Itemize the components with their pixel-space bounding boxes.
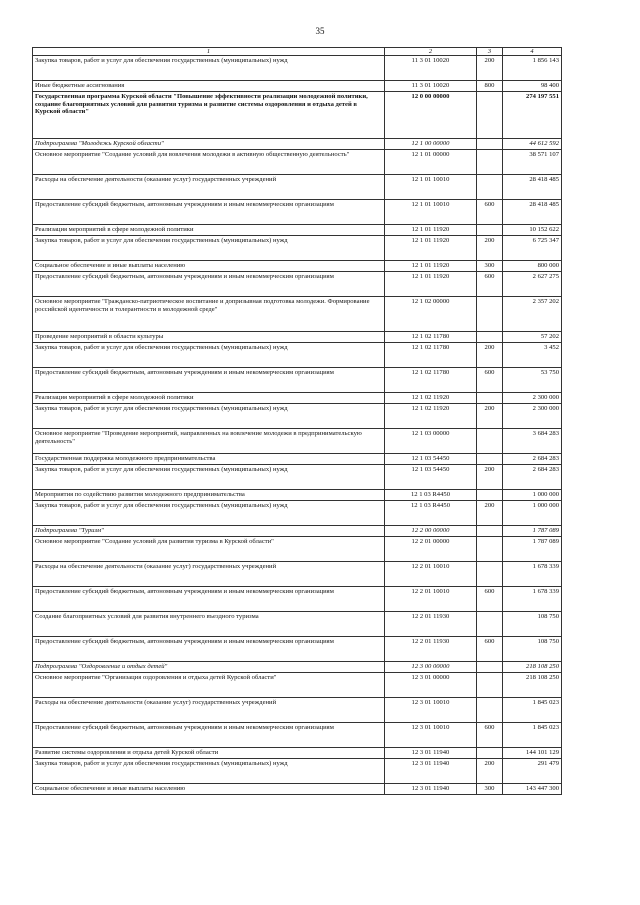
row-amount: 2 300 000 bbox=[503, 404, 562, 429]
row-amount: 144 101 129 bbox=[503, 748, 562, 759]
row-amount: 2 357 202 bbox=[503, 297, 562, 332]
row-expense-type: 200 bbox=[477, 759, 503, 784]
row-name: Создание благоприятных условий для развития внутреннего въездного туризма bbox=[33, 612, 385, 637]
row-code: 12 1 01 10010 bbox=[385, 200, 477, 225]
row-code: 12 3 01 11940 bbox=[385, 748, 477, 759]
table-row bbox=[33, 368, 562, 393]
table-row bbox=[33, 537, 562, 562]
row-name: Предоставление субсидий бюджетным, автономным учреждениям и иным некоммерческим организациям bbox=[33, 637, 385, 662]
row-code: 12 3 01 10010 bbox=[385, 698, 477, 723]
row-code: 12 1 02 00000 bbox=[385, 297, 477, 332]
row-expense-type bbox=[477, 139, 503, 150]
table-row bbox=[33, 81, 562, 92]
row-code: 12 1 01 11920 bbox=[385, 236, 477, 261]
header-col-1: 1 bbox=[33, 48, 385, 56]
row-amount: 3 452 bbox=[503, 343, 562, 368]
table-row bbox=[33, 612, 562, 637]
row-amount: 6 725 347 bbox=[503, 236, 562, 261]
row-expense-type bbox=[477, 393, 503, 404]
table-row bbox=[33, 150, 562, 175]
row-name: Предоставление субсидий бюджетным, автономным учреждениям и иным некоммерческим организациям bbox=[33, 723, 385, 748]
row-amount: 2 684 283 bbox=[503, 454, 562, 465]
row-amount: 1 787 089 bbox=[503, 537, 562, 562]
row-name: Предоставление субсидий бюджетным, автономным учреждениям и иным некоммерческим организациям bbox=[33, 200, 385, 225]
row-expense-type bbox=[477, 537, 503, 562]
row-code: 12 1 02 11920 bbox=[385, 404, 477, 429]
row-expense-type bbox=[477, 612, 503, 637]
table-row bbox=[33, 490, 562, 501]
row-amount: 108 750 bbox=[503, 612, 562, 637]
table-row bbox=[33, 759, 562, 784]
row-name: Основное мероприятие "Организация оздоровления и отдыха детей Курской области" bbox=[33, 673, 385, 698]
row-expense-type bbox=[477, 225, 503, 236]
row-name: Закупка товаров, работ и услуг для обеспечения государственных (муниципальных) нужд bbox=[33, 343, 385, 368]
row-amount: 143 447 300 bbox=[503, 784, 562, 795]
row-amount: 1 856 143 bbox=[503, 56, 562, 81]
table-row bbox=[33, 393, 562, 404]
row-expense-type bbox=[477, 526, 503, 537]
row-code: 12 2 01 10010 bbox=[385, 587, 477, 612]
row-code: 12 3 01 10010 bbox=[385, 723, 477, 748]
row-code: 12 2 01 00000 bbox=[385, 537, 477, 562]
row-amount: 38 571 107 bbox=[503, 150, 562, 175]
row-amount: 1 845 023 bbox=[503, 698, 562, 723]
row-code: 12 1 02 11780 bbox=[385, 343, 477, 368]
table-row bbox=[33, 723, 562, 748]
row-amount: 2 684 283 bbox=[503, 465, 562, 490]
table-row bbox=[33, 139, 562, 150]
row-expense-type: 600 bbox=[477, 587, 503, 612]
row-code: 12 1 01 11920 bbox=[385, 261, 477, 272]
table-body bbox=[33, 56, 562, 795]
row-code: 12 1 03 00000 bbox=[385, 429, 477, 454]
row-expense-type: 600 bbox=[477, 200, 503, 225]
row-expense-type bbox=[477, 175, 503, 200]
row-amount: 2 300 000 bbox=[503, 393, 562, 404]
table-row bbox=[33, 56, 562, 81]
row-amount: 218 108 250 bbox=[503, 673, 562, 698]
row-code: 12 1 02 11920 bbox=[385, 393, 477, 404]
row-name: Закупка товаров, работ и услуг для обеспечения государственных (муниципальных) нужд bbox=[33, 56, 385, 81]
table-row bbox=[33, 673, 562, 698]
row-expense-type bbox=[477, 429, 503, 454]
row-amount: 1 678 339 bbox=[503, 562, 562, 587]
row-name: Подпрограмма "Оздоровление и отдых детей" bbox=[33, 662, 385, 673]
row-amount: 98 400 bbox=[503, 81, 562, 92]
row-amount: 2 627 275 bbox=[503, 272, 562, 297]
table-row bbox=[33, 225, 562, 236]
row-expense-type bbox=[477, 150, 503, 175]
table-row bbox=[33, 526, 562, 537]
row-expense-type bbox=[477, 562, 503, 587]
row-expense-type bbox=[477, 297, 503, 332]
row-code: 12 2 01 10010 bbox=[385, 562, 477, 587]
row-amount: 53 750 bbox=[503, 368, 562, 393]
row-amount: 800 000 bbox=[503, 261, 562, 272]
table-row bbox=[33, 404, 562, 429]
table-row bbox=[33, 236, 562, 261]
row-expense-type: 300 bbox=[477, 261, 503, 272]
row-amount: 1 000 000 bbox=[503, 501, 562, 526]
row-code: 12 3 00 00000 bbox=[385, 662, 477, 673]
row-expense-type bbox=[477, 673, 503, 698]
row-amount: 28 418 485 bbox=[503, 175, 562, 200]
row-code: 12 1 00 00000 bbox=[385, 139, 477, 150]
row-name: Проведение мероприятий в области культуры bbox=[33, 332, 385, 343]
header-col-3: 3 bbox=[477, 48, 503, 56]
row-code: 12 1 03 R4450 bbox=[385, 490, 477, 501]
row-expense-type bbox=[477, 662, 503, 673]
row-expense-type: 600 bbox=[477, 637, 503, 662]
row-amount: 274 197 551 bbox=[503, 92, 562, 139]
row-name: Реализация мероприятий в сфере молодежной политики bbox=[33, 225, 385, 236]
row-amount: 1 678 339 bbox=[503, 587, 562, 612]
row-code: 12 1 01 11920 bbox=[385, 225, 477, 236]
row-name: Расходы на обеспечение деятельности (оказание услуг) государственных учреждений bbox=[33, 175, 385, 200]
row-name: Реализация мероприятий в сфере молодежной политики bbox=[33, 393, 385, 404]
row-code: 12 2 01 11930 bbox=[385, 637, 477, 662]
row-amount: 10 152 622 bbox=[503, 225, 562, 236]
row-name: Закупка товаров, работ и услуг для обеспечения государственных (муниципальных) нужд bbox=[33, 236, 385, 261]
row-code: 12 1 03 R4450 bbox=[385, 501, 477, 526]
table-row bbox=[33, 272, 562, 297]
row-expense-type bbox=[477, 332, 503, 343]
row-name: Социальное обеспечение и иные выплаты населению bbox=[33, 261, 385, 272]
row-expense-type bbox=[477, 454, 503, 465]
row-expense-type: 200 bbox=[477, 501, 503, 526]
row-amount: 1 845 023 bbox=[503, 723, 562, 748]
table-row bbox=[33, 261, 562, 272]
row-amount: 1 000 000 bbox=[503, 490, 562, 501]
table-row bbox=[33, 454, 562, 465]
row-expense-type bbox=[477, 92, 503, 139]
row-expense-type: 600 bbox=[477, 272, 503, 297]
table-row bbox=[33, 662, 562, 673]
row-expense-type bbox=[477, 490, 503, 501]
row-code: 12 1 01 00000 bbox=[385, 150, 477, 175]
row-name: Предоставление субсидий бюджетным, автономным учреждениям и иным некоммерческим организациям bbox=[33, 272, 385, 297]
row-name: Основное мероприятие "Гражданско-патриотическое воспитание и допризывная подготовка молодежи. Формирование российской идентичности и толерантности в молодежной среде" bbox=[33, 297, 385, 332]
row-name: Расходы на обеспечение деятельности (оказание услуг) государственных учреждений bbox=[33, 562, 385, 587]
row-name: Государственная программа Курской области "Повышение эффективности реализации молодежной политики, создание благоприятных условий для развития туризма и развитие системы оздоровления и отдыха детей в Курской области" bbox=[33, 92, 385, 139]
row-name: Предоставление субсидий бюджетным, автономным учреждениям и иным некоммерческим организациям bbox=[33, 368, 385, 393]
table-row bbox=[33, 175, 562, 200]
table-row bbox=[33, 637, 562, 662]
row-expense-type: 200 bbox=[477, 343, 503, 368]
table-row bbox=[33, 784, 562, 795]
row-name: Расходы на обеспечение деятельности (оказание услуг) государственных учреждений bbox=[33, 698, 385, 723]
table-row bbox=[33, 465, 562, 490]
row-name: Развитие системы оздоровления и отдыха детей Курской области bbox=[33, 748, 385, 759]
row-expense-type: 200 bbox=[477, 236, 503, 261]
table-row bbox=[33, 429, 562, 454]
table-row bbox=[33, 501, 562, 526]
table-row bbox=[33, 332, 562, 343]
row-code: 12 1 01 10010 bbox=[385, 175, 477, 200]
row-expense-type: 200 bbox=[477, 56, 503, 81]
header-col-4: 4 bbox=[503, 48, 562, 56]
row-code: 11 3 01 10020 bbox=[385, 81, 477, 92]
row-expense-type: 300 bbox=[477, 784, 503, 795]
row-name: Подпрограмма "Молодежь Курской области" bbox=[33, 139, 385, 150]
row-expense-type: 600 bbox=[477, 368, 503, 393]
table-row bbox=[33, 297, 562, 332]
row-expense-type: 600 bbox=[477, 723, 503, 748]
row-name: Основное мероприятие "Создание условий для развития туризма в Курской области" bbox=[33, 537, 385, 562]
row-code: 12 2 00 00000 bbox=[385, 526, 477, 537]
row-expense-type: 200 bbox=[477, 404, 503, 429]
row-code: 12 3 01 00000 bbox=[385, 673, 477, 698]
row-amount: 218 108 250 bbox=[503, 662, 562, 673]
table-row bbox=[33, 748, 562, 759]
row-expense-type bbox=[477, 698, 503, 723]
row-name: Предоставление субсидий бюджетным, автономным учреждениям и иным некоммерческим организациям bbox=[33, 587, 385, 612]
row-code: 11 3 01 10020 bbox=[385, 56, 477, 81]
row-name: Мероприятия по содействию развития молодежного предпринимательства bbox=[33, 490, 385, 501]
table-row bbox=[33, 92, 562, 139]
row-code: 12 2 01 11930 bbox=[385, 612, 477, 637]
row-amount: 1 787 089 bbox=[503, 526, 562, 537]
row-name: Закупка товаров, работ и услуг для обеспечения государственных (муниципальных) нужд bbox=[33, 404, 385, 429]
row-amount: 108 750 bbox=[503, 637, 562, 662]
row-expense-type: 800 bbox=[477, 81, 503, 92]
row-amount: 28 418 485 bbox=[503, 200, 562, 225]
row-name: Иные бюджетные ассигнования bbox=[33, 81, 385, 92]
table-row bbox=[33, 343, 562, 368]
row-code: 12 0 00 00000 bbox=[385, 92, 477, 139]
row-name: Закупка товаров, работ и услуг для обеспечения государственных (муниципальных) нужд bbox=[33, 759, 385, 784]
row-expense-type: 200 bbox=[477, 465, 503, 490]
row-code: 12 1 03 54450 bbox=[385, 465, 477, 490]
row-code: 12 1 03 54450 bbox=[385, 454, 477, 465]
row-name: Основное мероприятие "Проведение мероприятий, направленных на вовлечение молодежи в предпринимательскую деятельность" bbox=[33, 429, 385, 454]
row-name: Государственная поддержка молодежного предпринимательства bbox=[33, 454, 385, 465]
header-col-2: 2 bbox=[385, 48, 477, 56]
row-amount: 44 612 592 bbox=[503, 139, 562, 150]
row-name: Основное мероприятие "Создание условий для вовлечения молодежи в активную общественную деятельность" bbox=[33, 150, 385, 175]
row-amount: 291 479 bbox=[503, 759, 562, 784]
row-name: Закупка товаров, работ и услуг для обеспечения государственных (муниципальных) нужд bbox=[33, 501, 385, 526]
row-amount: 3 684 283 bbox=[503, 429, 562, 454]
table-row bbox=[33, 562, 562, 587]
row-name: Подпрограмма "Туризм" bbox=[33, 526, 385, 537]
table-row bbox=[33, 587, 562, 612]
table-row bbox=[33, 698, 562, 723]
row-amount: 57 202 bbox=[503, 332, 562, 343]
row-expense-type bbox=[477, 748, 503, 759]
row-code: 12 3 01 11940 bbox=[385, 759, 477, 784]
table-row bbox=[33, 200, 562, 225]
row-code: 12 1 01 11920 bbox=[385, 272, 477, 297]
page-number: 35 bbox=[315, 26, 325, 36]
row-code: 12 1 02 11780 bbox=[385, 368, 477, 393]
budget-table bbox=[32, 47, 562, 795]
row-code: 12 3 01 11940 bbox=[385, 784, 477, 795]
table-header-row bbox=[33, 48, 562, 56]
row-code: 12 1 02 11780 bbox=[385, 332, 477, 343]
row-name: Социальное обеспечение и иные выплаты населению bbox=[33, 784, 385, 795]
row-name: Закупка товаров, работ и услуг для обеспечения государственных (муниципальных) нужд bbox=[33, 465, 385, 490]
